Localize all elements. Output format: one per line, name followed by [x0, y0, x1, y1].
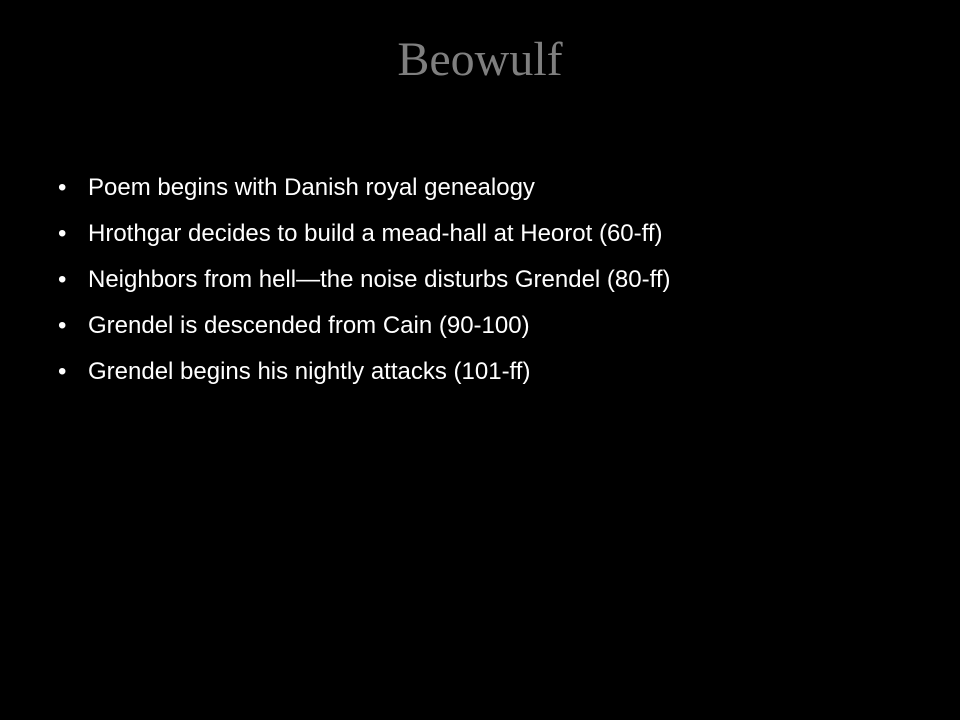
- bullet-dot-icon: •: [58, 174, 67, 201]
- bullet-dot-icon: •: [58, 266, 67, 293]
- bullet-text: Neighbors from hell—the noise disturbs Grendel (80-ff): [88, 266, 671, 293]
- bullet-dot-icon: •: [58, 358, 67, 385]
- bullet-list: [58, 174, 938, 404]
- bullet-dot-icon: •: [58, 220, 67, 247]
- bullet-text: Grendel is descended from Cain (90-100): [88, 312, 530, 339]
- bullet-item: [58, 220, 938, 266]
- bullet-text: Grendel begins his nightly attacks (101-ff): [88, 358, 531, 385]
- bullet-dot-icon: •: [58, 312, 67, 339]
- bullet-text: Hrothgar decides to build a mead-hall at Heorot (60-ff): [88, 220, 663, 247]
- bullet-item: [58, 358, 938, 404]
- bullet-item: [58, 266, 938, 312]
- bullet-text: Poem begins with Danish royal genealogy: [88, 174, 535, 201]
- bullet-item: [58, 174, 938, 220]
- slide-title: Beowulf: [397, 33, 563, 86]
- bullet-item: [58, 312, 938, 358]
